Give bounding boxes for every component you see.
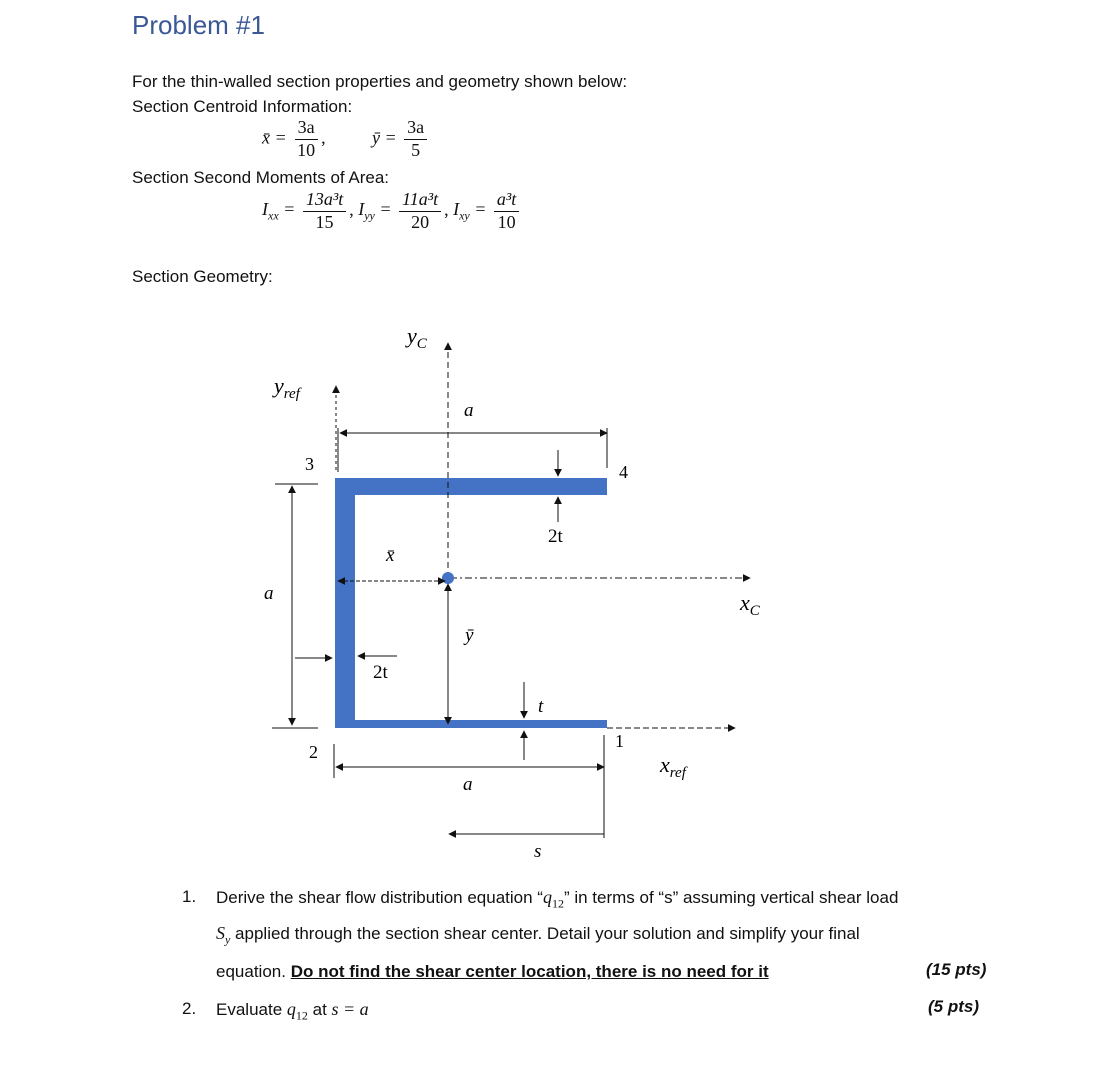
top-flange: [335, 478, 607, 495]
ixy-denominator: 10: [497, 211, 516, 232]
s-label: s: [534, 841, 542, 862]
centroid-point: [442, 572, 454, 584]
xbar-label: x̄: [386, 545, 395, 566]
question-2-points: (5 pts): [928, 997, 979, 1016]
question-1-line-2: $S_y$ applied through the section shear center. Detail your solution and simplify your final: [216, 923, 860, 947]
centroid-heading: Section Centroid Information:: [132, 97, 353, 116]
ixx-lhs: $I_{xx}$ =: [262, 199, 296, 224]
bottom-flange: [335, 720, 607, 728]
node-4-label: 4: [619, 462, 628, 482]
question-1-points: (15 pts): [926, 960, 987, 979]
moments-heading: Section Second Moments of Area:: [132, 168, 390, 187]
moments-equation: $I_{xx}$ = $\frac{\text{13a³t}}{15}$ , $I_{yy}$ = $\frac{\text{11a³t}}{20}$ , $I_{xy}$ = $\frac{\text{a³t}}{10}$: [262, 190, 522, 233]
node-2-label: 2: [309, 742, 318, 762]
question-2-text: Evaluate $q_{12}$ at s = a: [216, 999, 369, 1023]
question-1-line-1: Derive the shear flow distribution equation “$q_{12}$” in terms of “s” assuming vertical shear load: [216, 887, 899, 911]
intro-text: For the thin-walled section properties and geometry shown below:: [132, 72, 628, 91]
xref-label: $x_{ref}$: [660, 752, 686, 781]
web-2t-label: 2t: [373, 662, 388, 683]
xbar-numerator: 3a: [295, 118, 318, 140]
xbar-lhs: x̄ =: [262, 127, 287, 148]
dim-left-a-label: a: [264, 583, 274, 604]
xc-label: $x_C$: [740, 590, 760, 619]
question-2-number: 2.: [182, 999, 197, 1018]
xbar-equation: x̄ = $\frac{3a}{10}$ ,: [262, 117, 326, 160]
flange-2t-top-label: 2t: [548, 526, 563, 547]
node-1-label: 1: [615, 731, 624, 751]
question-1-emphasis: Do not find the shear center location, there is no need for it: [290, 962, 769, 981]
ixx-denominator: 15: [315, 211, 334, 232]
iyy-numerator: 11a³t: [399, 190, 441, 212]
yref-label: $y_{ref}$: [274, 373, 300, 402]
ybar-label: ȳ: [465, 625, 474, 646]
ixx-numerator: 13a³t: [303, 190, 346, 212]
ybar-lhs: ȳ =: [372, 127, 397, 148]
ybar-denominator: 5: [411, 139, 421, 160]
flange-t-bottom-label: t: [538, 696, 544, 717]
ixy-numerator: a³t: [494, 190, 519, 212]
ybar-numerator: 3a: [404, 118, 427, 140]
iyy-lhs: $I_{yy}$ =: [358, 199, 392, 224]
xbar-denominator: 10: [297, 139, 316, 160]
geometry-heading: Section Geometry:: [132, 267, 273, 286]
web: [335, 478, 355, 728]
iyy-denominator: 20: [411, 211, 430, 232]
dim-bottom-a-label: a: [463, 774, 473, 795]
question-1-number: 1.: [182, 887, 197, 906]
c-section: [335, 478, 607, 728]
problem-title: Problem #1: [132, 10, 265, 40]
ixy-lhs: $I_{xy}$ =: [453, 199, 487, 224]
dim-top-a-label: a: [464, 400, 474, 421]
yc-label: $y_C$: [407, 323, 427, 352]
question-1-line-3: equation. Do not find the shear center location, there is no need for it: [216, 962, 769, 981]
node-3-label: 3: [305, 454, 314, 474]
